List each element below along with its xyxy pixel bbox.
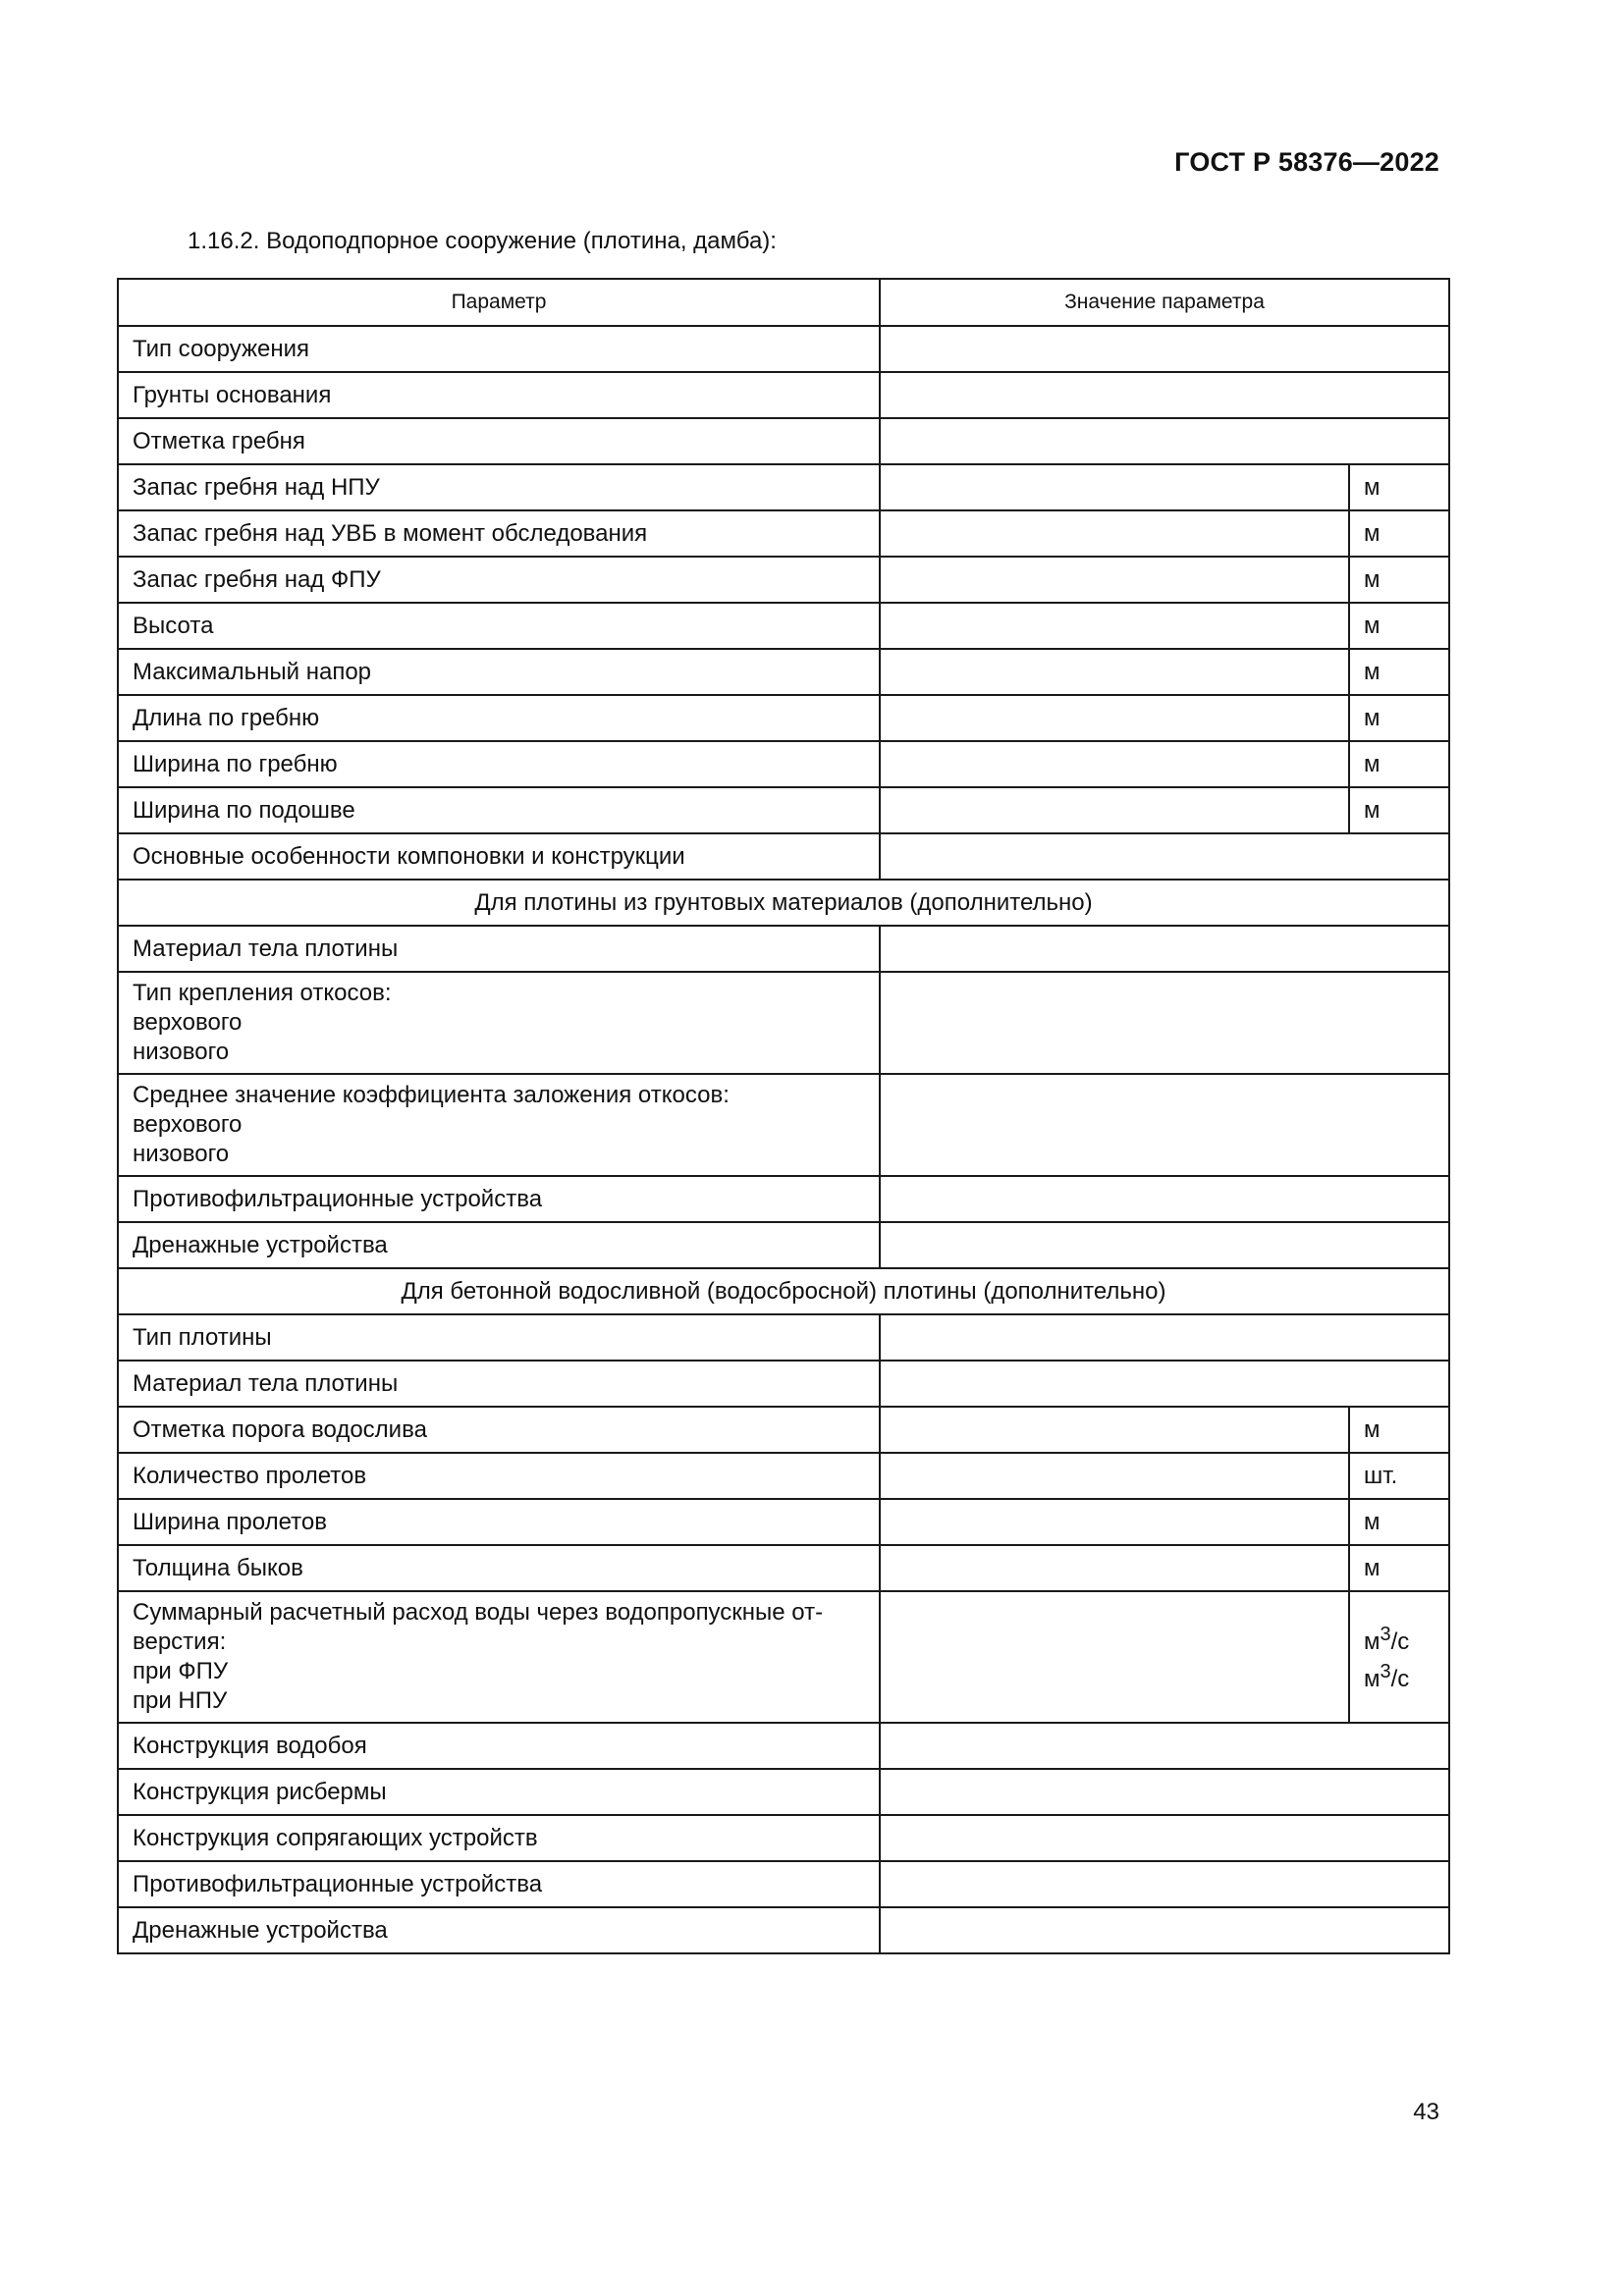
- table-row: [118, 1176, 1449, 1222]
- row-label: Материал тела плотины: [118, 1361, 880, 1407]
- label-line: верстия:: [133, 1629, 227, 1655]
- row-label: Запас гребня над НПУ: [118, 464, 880, 510]
- value-cell: [880, 1545, 1349, 1591]
- unit-cell: м: [1349, 695, 1449, 741]
- table-row: [118, 326, 1449, 372]
- value-cell: [880, 464, 1349, 510]
- value-cell: [880, 1407, 1349, 1453]
- table-row: [118, 741, 1449, 787]
- row-label: Конструкция сопрягающих устройств: [118, 1815, 880, 1861]
- table-row: [118, 464, 1449, 510]
- table-row: [118, 1074, 1449, 1176]
- table-row: [118, 1861, 1449, 1907]
- row-label: Конструкция рисбермы: [118, 1769, 880, 1815]
- unit-cell: м: [1349, 787, 1449, 833]
- table-row: [118, 1453, 1449, 1499]
- table-row: [118, 972, 1449, 1074]
- table-row: [118, 1815, 1449, 1861]
- value-cell: [880, 833, 1449, 880]
- row-label: Запас гребня над УВБ в момент обследования: [118, 510, 880, 557]
- row-label: [118, 972, 880, 1074]
- value-cell: [880, 510, 1349, 557]
- row-label: Грунты основания: [118, 372, 880, 418]
- unit-cell: м: [1349, 557, 1449, 603]
- table-row: [118, 372, 1449, 418]
- value-cell: [880, 1074, 1449, 1176]
- table-row: [118, 833, 1449, 880]
- table-row: [118, 1407, 1449, 1453]
- unit-cell: [1349, 1591, 1449, 1723]
- table-row: [118, 1723, 1449, 1769]
- table-row: [118, 926, 1449, 972]
- section-heading: Для плотины из грунтовых материалов (дополнительно): [118, 880, 1449, 926]
- section-heading: Для бетонной водосливной (водосбросной) плотины (дополнительно): [118, 1268, 1449, 1314]
- label-line: низового: [133, 1141, 230, 1167]
- value-cell: [880, 1723, 1449, 1769]
- label-line: Среднее значение коэффициента заложения откосов:: [133, 1082, 730, 1108]
- row-label: Противофильтрационные устройства: [118, 1176, 880, 1222]
- table-row: [118, 1499, 1449, 1545]
- row-label: Дренажные устройства: [118, 1222, 880, 1268]
- value-cell: [880, 1591, 1349, 1723]
- value-cell: [880, 1499, 1349, 1545]
- row-label: Отметка порога водослива: [118, 1407, 880, 1453]
- row-label: Толщина быков: [118, 1545, 880, 1591]
- row-label: Тип сооружения: [118, 326, 880, 372]
- unit-cell: м: [1349, 603, 1449, 649]
- value-cell: [880, 557, 1349, 603]
- value-cell: [880, 1907, 1449, 1953]
- value-cell: [880, 1361, 1449, 1407]
- row-label: Отметка гребня: [118, 418, 880, 464]
- value-cell: [880, 1314, 1449, 1361]
- value-cell: [880, 787, 1349, 833]
- unit-cell: м: [1349, 1499, 1449, 1545]
- value-cell: [880, 972, 1449, 1074]
- value-cell: [880, 1769, 1449, 1815]
- flow-unit-npu: $м^3/с$: [1364, 1661, 1410, 1692]
- table-row: [118, 603, 1449, 649]
- label-line: низового: [133, 1039, 230, 1065]
- unit-cell: м: [1349, 1407, 1449, 1453]
- page-number: 43: [1413, 2099, 1439, 2125]
- table-row: [118, 1545, 1449, 1591]
- table-row: [118, 649, 1449, 695]
- value-cell: [880, 649, 1349, 695]
- label-line: Суммарный расчетный расход воды через водопропускные от-: [133, 1599, 824, 1626]
- row-label: Противофильтрационные устройства: [118, 1861, 880, 1907]
- standard-code: ГОСТ Р 58376—2022: [1174, 147, 1439, 177]
- value-cell: [880, 1453, 1349, 1499]
- value-cell: [880, 926, 1449, 972]
- flow-unit-fpu: $м^3/с$: [1364, 1624, 1410, 1655]
- section-row: [118, 880, 1449, 926]
- table-row: [118, 1314, 1449, 1361]
- row-label: Тип плотины: [118, 1314, 880, 1361]
- value-cell: [880, 418, 1449, 464]
- unit-cell: м: [1349, 464, 1449, 510]
- row-label: Основные особенности компоновки и конструкции: [118, 833, 880, 880]
- row-label: Запас гребня над ФПУ: [118, 557, 880, 603]
- table-row: [118, 787, 1449, 833]
- table-row: [118, 510, 1449, 557]
- row-label: [118, 1591, 880, 1723]
- table-row: [118, 557, 1449, 603]
- table-row: [118, 695, 1449, 741]
- section-title: 1.16.2. Водоподпорное сооружение (плотина, дамба):: [188, 228, 777, 254]
- row-label: Материал тела плотины: [118, 926, 880, 972]
- section-row: [118, 1268, 1449, 1314]
- value-cell: [880, 1861, 1449, 1907]
- value-cell: [880, 741, 1349, 787]
- value-cell: [880, 1815, 1449, 1861]
- table-row: [118, 1591, 1449, 1723]
- row-label: Длина по гребню: [118, 695, 880, 741]
- table-row: [118, 1769, 1449, 1815]
- row-label: Ширина по гребню: [118, 741, 880, 787]
- table-row: [118, 1361, 1449, 1407]
- row-label: Конструкция водобоя: [118, 1723, 880, 1769]
- table-row: [118, 1222, 1449, 1268]
- label-line: Тип крепления откосов:: [133, 980, 392, 1006]
- table-row: [118, 1907, 1449, 1953]
- value-cell: [880, 1222, 1449, 1268]
- row-label: Дренажные устройства: [118, 1907, 880, 1953]
- unit-cell: м: [1349, 741, 1449, 787]
- table-row: [118, 418, 1449, 464]
- label-line: при ФПУ: [133, 1658, 229, 1684]
- unit-cell: м: [1349, 649, 1449, 695]
- table-header-row: [118, 279, 1449, 326]
- header-value: Значение параметра: [880, 279, 1449, 326]
- row-label: Высота: [118, 603, 880, 649]
- row-label: Максимальный напор: [118, 649, 880, 695]
- unit-cell: шт.: [1349, 1453, 1449, 1499]
- value-cell: [880, 372, 1449, 418]
- label-line: верхового: [133, 1009, 243, 1036]
- value-cell: [880, 603, 1349, 649]
- unit-cell: м: [1349, 510, 1449, 557]
- header-parameter: Параметр: [118, 279, 880, 326]
- row-label: Ширина по подошве: [118, 787, 880, 833]
- value-cell: [880, 1176, 1449, 1222]
- label-line: верхового: [133, 1111, 243, 1138]
- row-label: Ширина пролетов: [118, 1499, 880, 1545]
- row-label: Количество пролетов: [118, 1453, 880, 1499]
- row-label: [118, 1074, 880, 1176]
- value-cell: [880, 695, 1349, 741]
- value-cell: [880, 326, 1449, 372]
- label-line: при НПУ: [133, 1687, 228, 1714]
- unit-cell: м: [1349, 1545, 1449, 1591]
- parameters-table: [117, 278, 1450, 1954]
